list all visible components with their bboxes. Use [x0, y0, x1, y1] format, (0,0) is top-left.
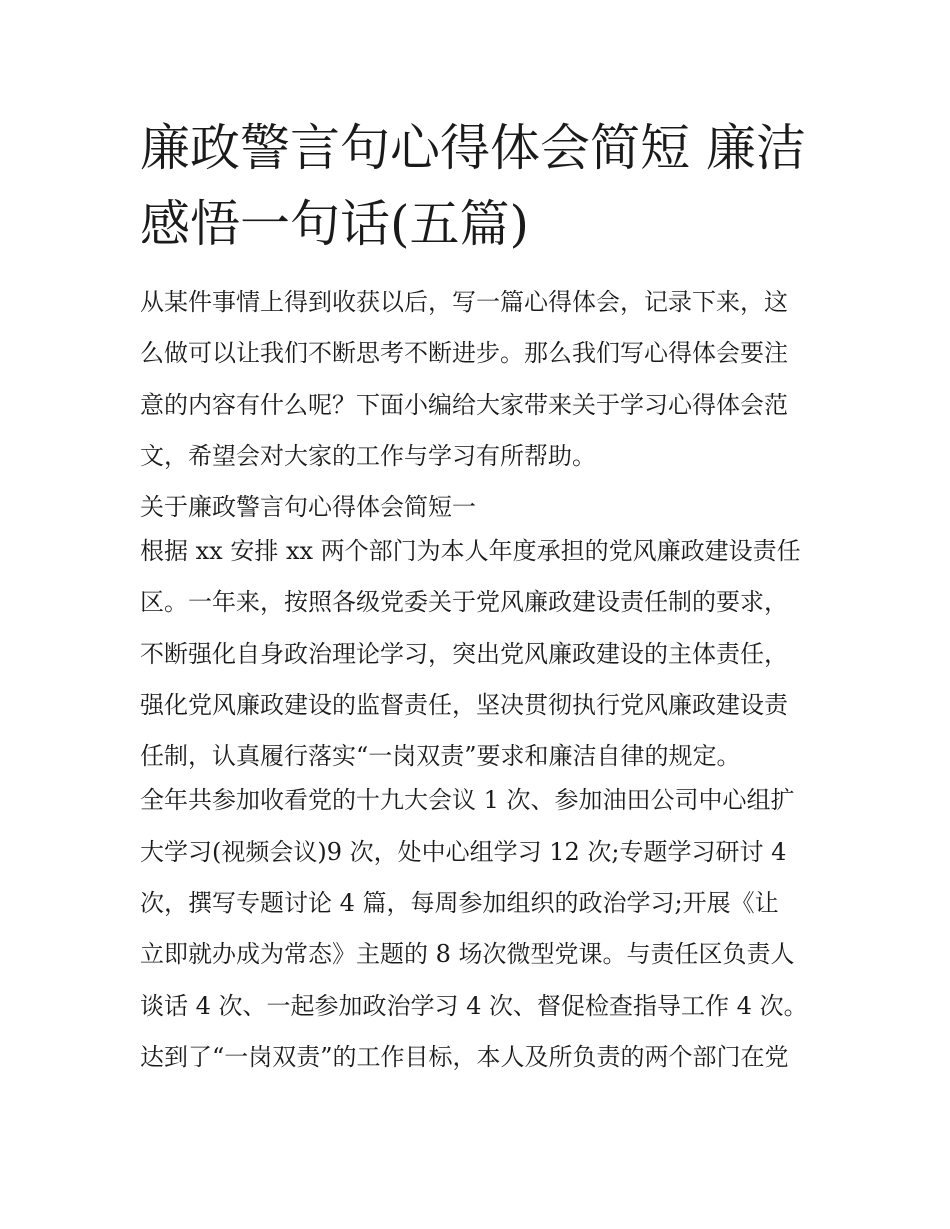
title-line: 感悟一句话(五篇): [140, 195, 530, 253]
section-heading: [140, 484, 830, 528]
paragraph-1-line: 任制，认真履行落实“一岗双责”要求和廉洁自律的规定。: [140, 742, 741, 771]
document-title: [140, 110, 830, 262]
paragraph-2-line: 谈话 4 次、一起参加政治学习 4 次、督促检查指导工作 4 次。: [140, 991, 808, 1020]
paragraph-2-line: 大学习(视频会议)9 次，处中心组学习 12 次;专题学习研讨 4: [140, 837, 787, 866]
intro-line: 意的内容有什么呢？下面小编给大家带来关于学习心得体会范: [140, 390, 788, 419]
paragraph-2-line: 达到了“一岗双责”的工作目标，本人及所负责的两个部门在党: [140, 1042, 789, 1071]
title-line: 廉政警言句心得体会简短 廉洁: [140, 119, 806, 177]
intro-line: 文，希望会对大家的工作与学习有所帮助。: [140, 441, 596, 470]
paragraph-1-line: 不断强化自身政治理论学习，突出党风廉政建设的主体责任，: [140, 639, 788, 668]
paragraph-2-line: 全年共参加收看党的十九大会议 1 次、参加油田公司中心组扩: [140, 786, 795, 815]
paragraph-2: [140, 777, 830, 1085]
intro-line: 从某件事情上得到收获以后，写一篇心得体会，记录下来，这: [140, 288, 788, 316]
intro-paragraph: [140, 279, 830, 484]
paragraph-1-line: 强化党风廉政建设的监督责任，坚决贯彻执行党风廉政建设责: [140, 691, 788, 720]
paragraph-1-line: 区。一年来，按照各级党委关于党风廉政建设责任制的要求，: [140, 588, 788, 617]
section-heading-text: 关于廉政警言句心得体会简短一: [140, 493, 476, 522]
paragraph-2-line: 立即就办成为常态》主题的 8 场次微型党课。与责任区负责人: [140, 940, 795, 969]
intro-line: 么做可以让我们不断思考不断进步。那么我们写心得体会要注: [140, 339, 788, 368]
paragraph-1-line: 根据 xx 安排 xx 两个部门为本人年度承担的党风廉政建设责任: [140, 537, 801, 566]
paragraph-1: [140, 528, 830, 777]
paragraph-2-line: 次，撰写专题讨论 4 篇，每周参加组织的政治学习;开展《让: [140, 888, 779, 917]
document-body: [140, 279, 830, 1085]
